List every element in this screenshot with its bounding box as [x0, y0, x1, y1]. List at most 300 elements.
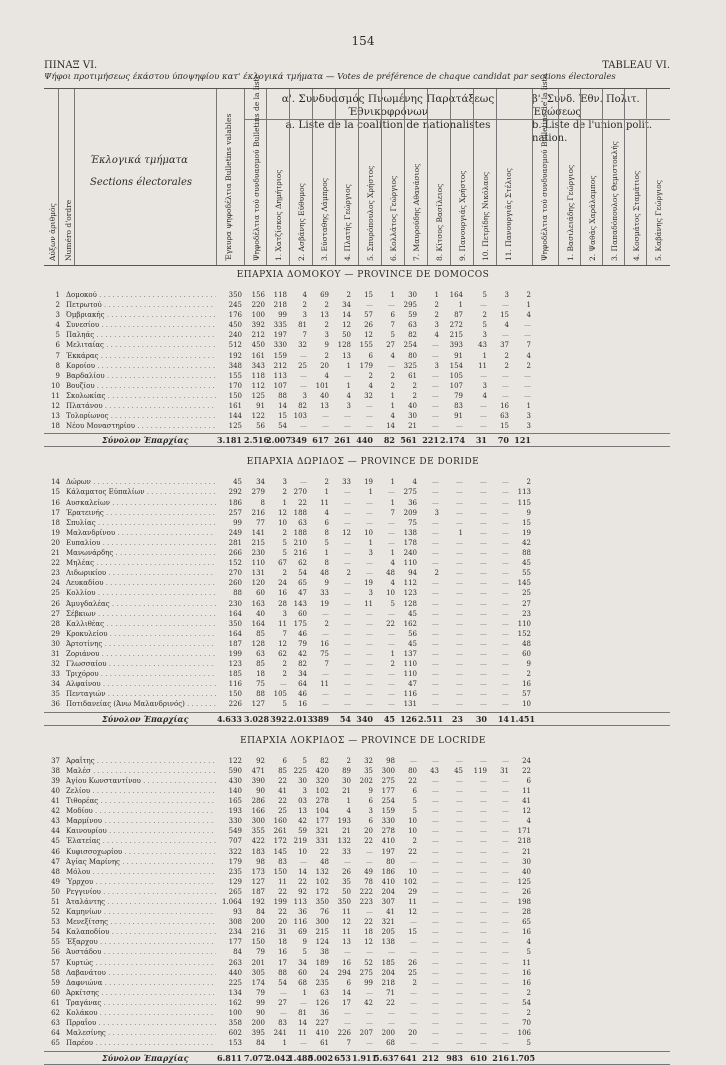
table-row [44, 1018, 670, 1028]
cell-value: 25 [298, 361, 307, 370]
cell-value: 141 [251, 528, 265, 537]
cell-value: 48 [522, 639, 531, 648]
cell-value: — [502, 331, 509, 340]
cell-value: 16 [522, 928, 531, 937]
table-row [44, 421, 670, 431]
row-number: 35 [51, 690, 60, 699]
cell-value: 89 [342, 766, 351, 775]
cell-value: — [366, 619, 373, 628]
cell-value: — [524, 321, 531, 330]
cell-value: 13 [342, 938, 351, 947]
cell-value: 2 [504, 351, 509, 360]
total-value: 349 [290, 435, 307, 446]
cell-value: 197 [381, 847, 395, 856]
section-name: Ζοριάνου . . . [66, 649, 216, 659]
cell-value: 116 [228, 680, 242, 689]
cell-value: — [502, 837, 509, 846]
col-candidate-9: 9. Πανουργιάς Χρήστος [458, 170, 467, 261]
cell-value: 450 [228, 321, 242, 330]
cell-value: 215 [315, 928, 329, 937]
cell-value: — [456, 609, 463, 618]
cell-value: — [432, 422, 439, 431]
cell-value: 218 [273, 301, 287, 310]
section-name: Λευκαδίου . . . [66, 578, 216, 588]
cell-value: 1 [390, 549, 395, 558]
table-row [44, 411, 670, 421]
cell-value: 358 [228, 1019, 242, 1028]
cell-value: 40 [320, 391, 329, 400]
cell-value: 5 [526, 1039, 531, 1048]
cell-value: — [344, 508, 351, 517]
cell-value: — [366, 700, 373, 709]
cell-value: 175 [293, 619, 307, 628]
cell-value: 112 [403, 579, 417, 588]
cell-value: 164 [251, 619, 265, 628]
cell-value: 105 [449, 371, 463, 380]
cell-value: 10 [522, 700, 531, 709]
total-value: 54 [339, 713, 351, 724]
cell-value: — [432, 928, 439, 937]
cell-value: 4 [504, 321, 509, 330]
cell-value: — [502, 1029, 509, 1038]
cell-value: 275 [381, 776, 395, 785]
cell-value: — [524, 371, 531, 380]
cell-value: 187 [251, 887, 265, 896]
cell-value: 112 [251, 381, 265, 390]
cell-value: — [432, 1019, 439, 1028]
cell-value: 230 [251, 549, 265, 558]
cell-value: 2 [346, 569, 351, 578]
cell-value: 292 [228, 488, 242, 497]
cell-value: — [366, 422, 373, 431]
cell-value: 76 [320, 908, 329, 917]
cell-value: — [366, 690, 373, 699]
cell-value: 4 [346, 807, 351, 816]
cell-value: 390 [251, 776, 265, 785]
cell-value: — [432, 898, 439, 906]
cell-value: — [432, 887, 439, 896]
table-row [44, 538, 670, 548]
cell-value: — [366, 609, 373, 618]
cell-value: 19 [522, 528, 531, 537]
cell-value: 22 [408, 776, 417, 785]
cell-value: 2 [412, 837, 417, 846]
row-number: 1 [55, 291, 60, 299]
cell-value: — [300, 351, 307, 360]
cell-value: — [502, 391, 509, 400]
cell-value: — [480, 579, 487, 588]
cell-value: — [300, 1039, 307, 1048]
cell-value: — [480, 599, 487, 608]
table-row [44, 361, 670, 371]
cell-value: — [480, 488, 487, 497]
cell-value: 1 [526, 402, 531, 411]
row-number: 27 [51, 609, 60, 618]
cell-value: 2 [282, 569, 287, 578]
section-rows [44, 756, 670, 1049]
cell-value: 7 [390, 508, 395, 517]
section-name: Λιδωρικίου . . . [66, 568, 216, 578]
cell-value: 4 [390, 412, 395, 421]
total-value: 261 [334, 435, 351, 446]
table-row [44, 847, 670, 857]
cell-value: — [502, 817, 509, 826]
section-name: Κυφισσοχωρίου . . . [66, 847, 216, 857]
cell-value: — [388, 690, 395, 699]
cell-value: 2 [412, 978, 417, 987]
cell-value: 159 [381, 807, 395, 816]
cell-value: 5 [390, 331, 395, 340]
cell-value: 240 [403, 549, 417, 558]
cell-value: — [432, 478, 439, 487]
cell-value: — [344, 589, 351, 598]
cell-value: 1 [526, 301, 531, 310]
cell-value: 56 [408, 629, 417, 638]
total-value: 392 [270, 713, 287, 724]
section-name: Δαφνιώνα . . . [66, 978, 216, 988]
section-name: Δομοκού . . . [66, 290, 216, 300]
cell-value: — [456, 569, 463, 578]
col-valid: Έγκυρα ψηφοδέλτια Bulletins valables [224, 113, 233, 261]
cell-value: 1 [368, 488, 373, 497]
cell-value: — [502, 998, 509, 1007]
cell-value: 54 [278, 978, 287, 987]
cell-value: 52 [364, 958, 373, 967]
cell-value: 430 [228, 776, 242, 785]
cell-value: 2 [282, 660, 287, 669]
cell-value: 127 [251, 877, 265, 886]
row-number: 3 [55, 311, 60, 320]
table-row [44, 548, 670, 558]
cell-value: 11 [522, 786, 531, 795]
cell-value: — [502, 958, 509, 967]
cell-value: 174 [251, 978, 265, 987]
cell-value: 33 [320, 589, 329, 598]
cell-value: — [456, 797, 463, 806]
row-number: 34 [51, 680, 60, 689]
cell-value: 63 [500, 412, 509, 421]
cell-value: 295 [403, 301, 417, 310]
cell-value: 36 [320, 1009, 329, 1018]
cell-value: 48 [320, 857, 329, 866]
cell-value: 12 [278, 639, 287, 648]
cell-value: 99 [278, 311, 287, 320]
cell-value: 14 [278, 402, 287, 411]
cell-value: 2 [368, 371, 373, 380]
cell-value: 11 [364, 599, 373, 608]
row-number: 62 [51, 1009, 60, 1018]
cell-value: 350 [337, 898, 351, 906]
cell-value: 9 [526, 660, 531, 669]
cell-value: — [432, 680, 439, 689]
cell-value: 5 [526, 948, 531, 957]
cell-value: 4 [526, 817, 531, 826]
cell-value: 67 [278, 559, 287, 568]
cell-value: 54 [278, 422, 287, 431]
cell-value: 3 [282, 478, 287, 487]
cell-value: 14 [342, 988, 351, 997]
cell-value: — [456, 478, 463, 487]
cell-value: 22 [386, 998, 395, 1007]
cell-value: — [456, 938, 463, 947]
cell-value: 92 [256, 756, 265, 765]
cell-value: 45 [454, 766, 463, 775]
cell-value: 27 [278, 998, 287, 1007]
cell-value: 40 [256, 609, 265, 618]
cell-value: — [480, 837, 487, 846]
cell-value: — [432, 908, 439, 917]
cell-value: — [300, 422, 307, 431]
cell-value: — [388, 1019, 395, 1028]
cell-value: 83 [278, 857, 287, 866]
cell-value: 48 [320, 569, 329, 578]
cell-value: — [300, 371, 307, 380]
cell-value: — [300, 381, 307, 390]
cell-value: 343 [251, 361, 265, 370]
cell-value: — [480, 649, 487, 658]
total-value: 126 [400, 713, 417, 724]
table-subtitle: Ψήφοι προτιμήσεως έκάστου ύποψηφίου κατ' έκλογικά τμήματα — Votes de préférence de chaque candidat par sections électorales [44, 72, 616, 82]
cell-value: — [388, 488, 395, 497]
cell-value: — [480, 817, 487, 826]
section-name: Αυσκαλείων . . . [66, 498, 216, 508]
cell-value: 75 [256, 680, 265, 689]
table-row [44, 699, 670, 709]
cell-value: — [502, 371, 509, 380]
cell-value: 1 [302, 988, 307, 997]
cell-value: 4 [368, 381, 373, 390]
cell-value: 2 [434, 311, 439, 320]
cell-value: 45 [408, 639, 417, 648]
section-name: Μανωνάρδης . . . [66, 548, 216, 558]
row-number: 12 [51, 402, 60, 411]
cell-value: — [480, 998, 487, 1007]
cell-value: — [410, 1039, 417, 1048]
cell-value: — [480, 877, 487, 886]
cell-value: 216 [251, 508, 265, 517]
cell-value: 128 [337, 341, 351, 350]
table-row [44, 498, 670, 508]
cell-value: 25 [278, 807, 287, 816]
cell-value: — [344, 599, 351, 608]
cell-value: 68 [298, 978, 307, 987]
cell-value: — [480, 958, 487, 967]
table-row [44, 998, 670, 1008]
cell-value: — [502, 847, 509, 856]
cell-value: — [432, 988, 439, 997]
cell-value: 14 [298, 1019, 307, 1028]
cell-value: 204 [381, 887, 395, 896]
cell-value: 2 [282, 528, 287, 537]
total-label: Σύνολον Έπαρχίας [102, 713, 189, 724]
cell-value: 20 [408, 1029, 417, 1038]
table-row [44, 927, 670, 937]
cell-value: — [480, 1009, 487, 1018]
cell-value: 1 [434, 291, 439, 299]
cell-value: 192 [251, 898, 265, 906]
cell-value: 200 [251, 918, 265, 927]
table-row [44, 568, 670, 578]
col-candidate-3: 3. Εύσταθης Λάμπρος [320, 178, 329, 261]
cell-value: 25 [522, 589, 531, 598]
row-number: 64 [51, 1029, 60, 1038]
section-name: Καλλιθέας . . . [66, 619, 216, 629]
cell-value: — [432, 1009, 439, 1018]
row-number: 55 [51, 938, 60, 947]
cell-value: 65 [298, 579, 307, 588]
total-value: 221 [422, 435, 439, 446]
total-value: 2.174 [440, 435, 466, 446]
cell-value: — [502, 807, 509, 816]
cell-value: 235 [315, 978, 329, 987]
cell-value: 5 [412, 797, 417, 806]
cell-value: — [456, 629, 463, 638]
cell-value: — [344, 422, 351, 431]
cell-value: 178 [403, 538, 417, 547]
cell-value: 118 [251, 371, 265, 380]
cell-value: 122 [228, 756, 242, 765]
cell-value: — [366, 412, 373, 421]
section-name: Βαρδαλίου . . . [66, 371, 216, 381]
row-number: 63 [51, 1019, 60, 1028]
cell-value: 11 [278, 619, 287, 628]
cell-value: 83 [454, 402, 463, 411]
cell-value: 275 [403, 488, 417, 497]
cell-value: 5 [412, 807, 417, 816]
cell-value: — [456, 817, 463, 826]
cell-value: 2 [346, 291, 351, 299]
table-row [44, 578, 670, 588]
province-total-row [44, 712, 670, 726]
total-value: 1.488 [288, 1052, 314, 1063]
col-candidate-15: 3. Παπαδόπουλος Θεμιστοκλής [610, 141, 619, 261]
cell-value: 119 [473, 766, 487, 775]
cell-value: 7 [324, 660, 329, 669]
cell-value: — [456, 988, 463, 997]
cell-value: — [366, 857, 373, 866]
cell-value: — [480, 776, 487, 785]
row-number: 47 [51, 857, 60, 866]
cell-value: 4 [526, 351, 531, 360]
cell-value: — [456, 776, 463, 785]
row-number: 54 [51, 928, 60, 937]
cell-value: 6 [526, 776, 531, 785]
cell-value: 15 [278, 412, 287, 421]
cell-value: 234 [228, 928, 242, 937]
cell-value: 50 [342, 887, 351, 896]
cell-value: — [344, 559, 351, 568]
cell-value: 2 [390, 660, 395, 669]
cell-value: 11 [408, 898, 417, 906]
section-name: Παρέου . . . [66, 1038, 216, 1048]
cell-value: 110 [251, 559, 265, 568]
cell-value: — [410, 918, 417, 927]
page-number: 154 [351, 34, 375, 48]
cell-value: 105 [273, 690, 287, 699]
row-number: 8 [55, 361, 60, 370]
cell-value: 1 [390, 649, 395, 658]
cell-value: 2 [346, 756, 351, 765]
cell-value: 185 [381, 958, 395, 967]
cell-value: 30 [408, 291, 417, 299]
cell-value: 210 [293, 538, 307, 547]
cell-value: — [456, 579, 463, 588]
col-candidate-6: 6. Κολλάτος Γεώργιος [389, 175, 398, 261]
table-row [44, 917, 670, 927]
cell-value: — [456, 998, 463, 1007]
cell-value: — [388, 528, 395, 537]
table-row [44, 937, 670, 947]
cell-value: 335 [273, 321, 287, 330]
cell-value: 63 [256, 649, 265, 658]
cell-value: — [480, 867, 487, 876]
cell-value: 91 [454, 351, 463, 360]
cell-value: — [280, 1009, 287, 1018]
cell-value: 84 [256, 908, 265, 917]
cell-value: 1 [282, 498, 287, 507]
cell-value: 15 [522, 518, 531, 527]
cell-value: — [366, 1039, 373, 1048]
row-number: 49 [51, 877, 60, 886]
cell-value: 420 [315, 766, 329, 775]
total-value: 30 [475, 713, 487, 724]
cell-value: — [344, 518, 351, 527]
total-value: 31 [475, 435, 487, 446]
section-name: Μαλεσίνης . . . [66, 1028, 216, 1038]
cell-value: 2 [282, 488, 287, 497]
section-name: Άταλάντης . . . [66, 897, 216, 907]
cell-value: 199 [228, 649, 242, 658]
cell-value: 20 [278, 918, 287, 927]
table-row [44, 988, 670, 998]
cell-value: 132 [315, 867, 329, 876]
col-arithmos: Αύξων άριθμός [48, 203, 57, 261]
cell-value: — [480, 756, 487, 765]
cell-value: 199 [273, 898, 287, 906]
cell-value: 2 [526, 670, 531, 679]
section-name: Ρεγγινίου . . . [66, 887, 216, 897]
cell-value: 197 [273, 331, 287, 340]
cell-value: 322 [228, 847, 242, 856]
cell-value: 5 [302, 948, 307, 957]
cell-value: 218 [381, 978, 395, 987]
cell-value: 124 [315, 938, 329, 947]
cell-value: — [502, 569, 509, 578]
table-label-fr: TABLEAU VI. [602, 60, 670, 71]
cell-value: 225 [293, 766, 307, 775]
section-name: Πενταγιών . . . [66, 689, 216, 699]
section-name: Έξαρχου . . . [66, 937, 216, 947]
cell-value: 82 [298, 402, 307, 411]
cell-value: 166 [251, 807, 265, 816]
cell-value: 115 [517, 498, 531, 507]
row-number: 10 [51, 381, 60, 390]
section-name: Άγίου Κωνσταντίνου . . . [66, 776, 216, 786]
cell-value: — [432, 559, 439, 568]
cell-value: 2 [526, 1009, 531, 1018]
cell-value: 13 [342, 351, 351, 360]
cell-value: 107 [449, 381, 463, 390]
section-name: Γλωσσαίου . . . [66, 659, 216, 669]
cell-value: — [480, 908, 487, 917]
section-name: Μαρμίνου . . . [66, 816, 216, 826]
cell-value: 110 [403, 660, 417, 669]
table-row [44, 381, 670, 391]
cell-value: 154 [449, 361, 463, 370]
cell-value: 4 [390, 579, 395, 588]
total-value: 340 [356, 713, 373, 724]
cell-value: 440 [228, 968, 242, 977]
